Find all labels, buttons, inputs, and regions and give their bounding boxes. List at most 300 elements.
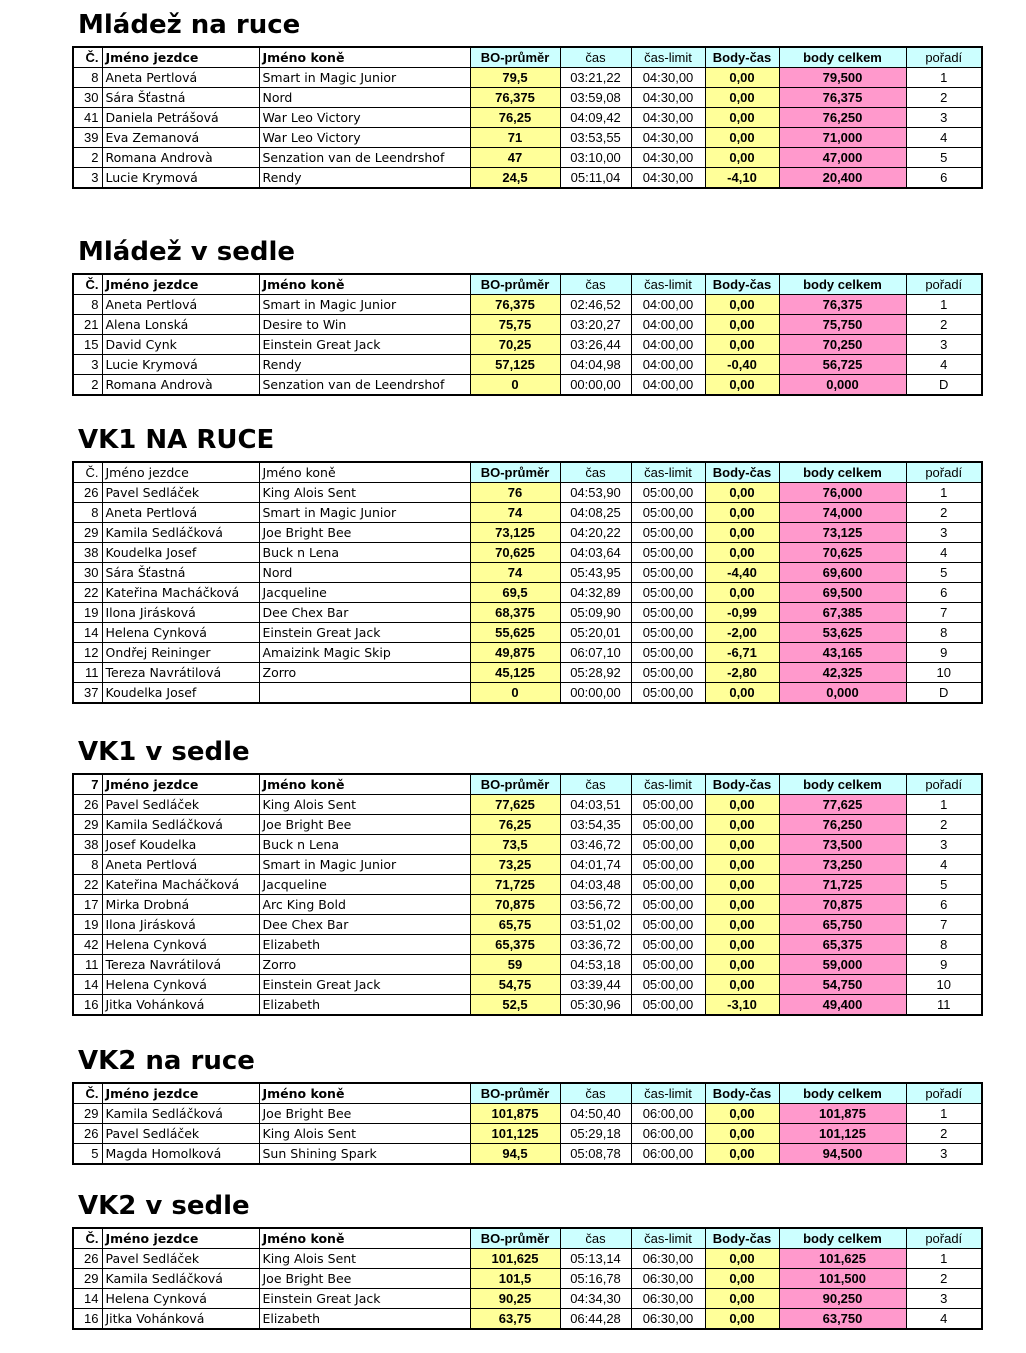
col-horse-cell: Einstein Great Jack bbox=[259, 623, 470, 643]
col-rider-cell: Pavel Sedláček bbox=[102, 795, 259, 815]
col-total-points-cell: 74,000 bbox=[779, 503, 906, 523]
col-time-limit-cell: 05:00,00 bbox=[631, 583, 705, 603]
col-rider-cell: David Cynk bbox=[102, 335, 259, 355]
col-number-cell: 19 bbox=[73, 603, 102, 623]
col-total-points-cell: 90,250 bbox=[779, 1289, 906, 1309]
col-number-header: Č. bbox=[73, 462, 102, 483]
col-time-limit-cell: 05:00,00 bbox=[631, 935, 705, 955]
col-time-points-cell: -4,40 bbox=[705, 563, 779, 583]
col-total-points-cell: 43,165 bbox=[779, 643, 906, 663]
col-horse-cell: Nord bbox=[259, 88, 470, 108]
col-time-limit-cell: 04:30,00 bbox=[631, 168, 705, 189]
col-time-cell: 04:50,40 bbox=[560, 1104, 631, 1124]
col-bo-average-cell: 76,25 bbox=[470, 815, 560, 835]
col-time-cell: 06:07,10 bbox=[560, 643, 631, 663]
col-time-points-cell: 0,00 bbox=[705, 1249, 779, 1269]
col-time-points-header: Body-čas bbox=[705, 274, 779, 295]
col-rider-cell: Lucie Krymová bbox=[102, 355, 259, 375]
col-rider-cell: Aneta Pertlová bbox=[102, 855, 259, 875]
col-rank-cell: 9 bbox=[906, 955, 982, 975]
col-horse-cell: Buck n Lena bbox=[259, 835, 470, 855]
col-number-cell: 2 bbox=[73, 375, 102, 396]
col-number-cell: 14 bbox=[73, 1289, 102, 1309]
col-rank-cell: 1 bbox=[906, 68, 982, 88]
col-total-points-cell: 101,875 bbox=[779, 1104, 906, 1124]
col-bo-average-cell: 70,25 bbox=[470, 335, 560, 355]
col-horse-cell: Einstein Great Jack bbox=[259, 975, 470, 995]
col-time-limit-cell: 04:30,00 bbox=[631, 88, 705, 108]
col-bo-average-header: BO-průměr bbox=[470, 774, 560, 795]
col-number-header: Č. bbox=[73, 274, 102, 295]
col-horse-cell: Senzation van de Leendrshof bbox=[259, 375, 470, 396]
col-rank-cell: 4 bbox=[906, 355, 982, 375]
col-rider-cell: Kamila Sedláčková bbox=[102, 1269, 259, 1289]
col-bo-average-cell: 68,375 bbox=[470, 603, 560, 623]
table-row bbox=[73, 795, 982, 815]
results-table bbox=[72, 46, 983, 189]
col-rank-cell: D bbox=[906, 683, 982, 704]
col-time-cell: 04:32,89 bbox=[560, 583, 631, 603]
col-rider-cell: Ilona Jirásková bbox=[102, 603, 259, 623]
col-rank-cell: 3 bbox=[906, 335, 982, 355]
col-time-cell: 00:00,00 bbox=[560, 375, 631, 396]
col-bo-average-cell: 101,125 bbox=[470, 1124, 560, 1144]
col-total-points-header: body celkem bbox=[779, 47, 906, 68]
col-horse-cell: Jacqueline bbox=[259, 583, 470, 603]
col-rank-cell: 4 bbox=[906, 543, 982, 563]
col-rider-cell: Daniela Petrášová bbox=[102, 108, 259, 128]
col-total-points-cell: 67,385 bbox=[779, 603, 906, 623]
col-total-points-cell: 76,375 bbox=[779, 88, 906, 108]
col-time-points-cell: 0,00 bbox=[705, 315, 779, 335]
col-number-cell: 16 bbox=[73, 995, 102, 1016]
col-time-points-cell: 0,00 bbox=[705, 108, 779, 128]
col-time-limit-cell: 05:00,00 bbox=[631, 563, 705, 583]
col-rider-cell: Sára Šťastná bbox=[102, 563, 259, 583]
table-header-row bbox=[73, 462, 982, 483]
col-horse-cell: Sun Shining Spark bbox=[259, 1144, 470, 1165]
col-time-limit-cell: 05:00,00 bbox=[631, 543, 705, 563]
col-total-points-cell: 76,250 bbox=[779, 108, 906, 128]
col-time-points-cell: -0,99 bbox=[705, 603, 779, 623]
col-rank-cell: 2 bbox=[906, 815, 982, 835]
col-horse-cell: Einstein Great Jack bbox=[259, 335, 470, 355]
col-time-limit-cell: 06:00,00 bbox=[631, 1144, 705, 1165]
col-rider-cell: Kamila Sedláčková bbox=[102, 1104, 259, 1124]
col-rider-cell: Romana Androvà bbox=[102, 148, 259, 168]
col-time-cell: 04:08,25 bbox=[560, 503, 631, 523]
col-horse-header: Jméno koně bbox=[259, 274, 470, 295]
col-horse-cell: Zorro bbox=[259, 955, 470, 975]
col-number-cell: 11 bbox=[73, 955, 102, 975]
col-horse-cell: King Alois Sent bbox=[259, 483, 470, 503]
col-rider-cell: Kateřina Macháčková bbox=[102, 583, 259, 603]
col-rider-cell: Aneta Pertlová bbox=[102, 295, 259, 315]
results-section bbox=[72, 4, 981, 189]
section-title: Mládež v sedle bbox=[78, 237, 296, 267]
col-horse-cell: King Alois Sent bbox=[259, 1124, 470, 1144]
col-bo-average-cell: 71,725 bbox=[470, 875, 560, 895]
col-time-limit-cell: 04:00,00 bbox=[631, 315, 705, 335]
col-time-cell: 05:28,92 bbox=[560, 663, 631, 683]
table-row bbox=[73, 315, 982, 335]
table-header-row bbox=[73, 47, 982, 68]
col-number-header: Č. bbox=[73, 47, 102, 68]
col-rider-header: Jméno jezdce bbox=[102, 462, 259, 483]
table-row bbox=[73, 1104, 982, 1124]
col-bo-average-cell: 24,5 bbox=[470, 168, 560, 189]
col-rider-cell: Jitka Vohánková bbox=[102, 995, 259, 1016]
col-time-limit-cell: 04:30,00 bbox=[631, 148, 705, 168]
col-total-points-cell: 70,625 bbox=[779, 543, 906, 563]
col-horse-cell: Joe Bright Bee bbox=[259, 815, 470, 835]
col-bo-average-cell: 45,125 bbox=[470, 663, 560, 683]
col-rider-cell: Sára Šťastná bbox=[102, 88, 259, 108]
table-row bbox=[73, 148, 982, 168]
table-row bbox=[73, 815, 982, 835]
col-total-points-cell: 71,725 bbox=[779, 875, 906, 895]
table-row bbox=[73, 663, 982, 683]
col-rank-cell: 1 bbox=[906, 483, 982, 503]
col-rider-cell: Koudelka Josef bbox=[102, 683, 259, 704]
col-rank-cell: 1 bbox=[906, 795, 982, 815]
col-time-header: čas bbox=[560, 462, 631, 483]
col-rank-cell: 4 bbox=[906, 855, 982, 875]
col-rank-cell: D bbox=[906, 375, 982, 396]
col-time-limit-cell: 05:00,00 bbox=[631, 503, 705, 523]
col-rider-cell: Ondřej Reininger bbox=[102, 643, 259, 663]
col-rider-cell: Romana Androvà bbox=[102, 375, 259, 396]
col-time-limit-header: čas-limit bbox=[631, 774, 705, 795]
col-horse-cell: Amaizink Magic Skip bbox=[259, 643, 470, 663]
col-horse-cell: Elizabeth bbox=[259, 935, 470, 955]
col-time-cell: 05:43,95 bbox=[560, 563, 631, 583]
col-horse-cell: Smart in Magic Junior bbox=[259, 295, 470, 315]
col-time-points-cell: 0,00 bbox=[705, 503, 779, 523]
col-total-points-cell: 79,500 bbox=[779, 68, 906, 88]
col-bo-average-cell: 59 bbox=[470, 955, 560, 975]
col-rider-cell: Eva Zemanová bbox=[102, 128, 259, 148]
col-number-cell: 38 bbox=[73, 835, 102, 855]
col-time-points-cell: 0,00 bbox=[705, 1104, 779, 1124]
col-horse-cell: King Alois Sent bbox=[259, 795, 470, 815]
col-horse-cell: Senzation van de Leendrshof bbox=[259, 148, 470, 168]
col-time-points-header: Body-čas bbox=[705, 1083, 779, 1104]
col-time-header: čas bbox=[560, 274, 631, 295]
col-time-points-header: Body-čas bbox=[705, 774, 779, 795]
col-time-cell: 04:53,90 bbox=[560, 483, 631, 503]
col-number-cell: 8 bbox=[73, 503, 102, 523]
col-bo-average-cell: 101,625 bbox=[470, 1249, 560, 1269]
col-time-points-cell: 0,00 bbox=[705, 875, 779, 895]
col-total-points-header: body celkem bbox=[779, 274, 906, 295]
col-number-cell: 2 bbox=[73, 148, 102, 168]
col-time-points-header: Body-čas bbox=[705, 47, 779, 68]
col-number-header: 7 bbox=[73, 774, 102, 795]
col-number-cell: 15 bbox=[73, 335, 102, 355]
col-number-cell: 22 bbox=[73, 875, 102, 895]
col-number-cell: 22 bbox=[73, 583, 102, 603]
col-bo-average-cell: 73,125 bbox=[470, 523, 560, 543]
table-row bbox=[73, 1269, 982, 1289]
table-row bbox=[73, 895, 982, 915]
col-total-points-cell: 101,125 bbox=[779, 1124, 906, 1144]
col-rider-cell: Magda Homolková bbox=[102, 1144, 259, 1165]
col-time-cell: 04:03,51 bbox=[560, 795, 631, 815]
col-horse-cell: Elizabeth bbox=[259, 1309, 470, 1330]
col-rank-cell: 8 bbox=[906, 623, 982, 643]
col-horse-cell: King Alois Sent bbox=[259, 1249, 470, 1269]
table-row bbox=[73, 88, 982, 108]
col-rider-cell: Helena Cynková bbox=[102, 623, 259, 643]
col-number-cell: 37 bbox=[73, 683, 102, 704]
table-header-row bbox=[73, 1228, 982, 1249]
col-time-cell: 05:11,04 bbox=[560, 168, 631, 189]
col-rider-cell: Lucie Krymová bbox=[102, 168, 259, 189]
col-bo-average-cell: 76 bbox=[470, 483, 560, 503]
col-bo-average-cell: 57,125 bbox=[470, 355, 560, 375]
col-bo-average-cell: 47 bbox=[470, 148, 560, 168]
col-total-points-cell: 76,250 bbox=[779, 815, 906, 835]
col-time-cell: 02:46,52 bbox=[560, 295, 631, 315]
results-table bbox=[72, 273, 983, 396]
table-row bbox=[73, 1249, 982, 1269]
col-time-cell: 03:46,72 bbox=[560, 835, 631, 855]
col-number-cell: 5 bbox=[73, 1144, 102, 1165]
col-total-points-cell: 101,625 bbox=[779, 1249, 906, 1269]
col-bo-average-cell: 70,625 bbox=[470, 543, 560, 563]
col-time-limit-cell: 05:00,00 bbox=[631, 855, 705, 875]
col-bo-average-cell: 63,75 bbox=[470, 1309, 560, 1330]
col-time-points-cell: 0,00 bbox=[705, 375, 779, 396]
col-rank-cell: 3 bbox=[906, 835, 982, 855]
table-header-row bbox=[73, 274, 982, 295]
col-time-limit-cell: 04:30,00 bbox=[631, 68, 705, 88]
col-horse-cell: Smart in Magic Junior bbox=[259, 855, 470, 875]
col-number-cell: 8 bbox=[73, 855, 102, 875]
col-number-cell: 17 bbox=[73, 895, 102, 915]
col-time-cell: 05:29,18 bbox=[560, 1124, 631, 1144]
col-time-points-cell: 0,00 bbox=[705, 1144, 779, 1165]
col-rank-cell: 10 bbox=[906, 975, 982, 995]
col-total-points-header: body celkem bbox=[779, 774, 906, 795]
table-row bbox=[73, 543, 982, 563]
col-bo-average-cell: 74 bbox=[470, 563, 560, 583]
col-number-cell: 26 bbox=[73, 483, 102, 503]
col-total-points-cell: 47,000 bbox=[779, 148, 906, 168]
col-time-cell: 00:00,00 bbox=[560, 683, 631, 704]
table-row bbox=[73, 643, 982, 663]
col-time-points-cell: -2,80 bbox=[705, 663, 779, 683]
col-rank-header: pořadí bbox=[906, 1083, 982, 1104]
col-total-points-cell: 73,125 bbox=[779, 523, 906, 543]
table-row bbox=[73, 935, 982, 955]
col-time-limit-cell: 05:00,00 bbox=[631, 995, 705, 1016]
col-bo-average-cell: 71 bbox=[470, 128, 560, 148]
col-horse-cell: War Leo Victory bbox=[259, 128, 470, 148]
col-rider-cell: Alena Lonská bbox=[102, 315, 259, 335]
col-time-limit-header: čas-limit bbox=[631, 1083, 705, 1104]
table-row bbox=[73, 523, 982, 543]
col-time-cell: 05:20,01 bbox=[560, 623, 631, 643]
col-number-cell: 39 bbox=[73, 128, 102, 148]
results-section bbox=[72, 231, 981, 396]
col-rank-cell: 3 bbox=[906, 523, 982, 543]
col-time-limit-header: čas-limit bbox=[631, 47, 705, 68]
col-number-header: Č. bbox=[73, 1228, 102, 1249]
table-row bbox=[73, 68, 982, 88]
col-number-cell: 29 bbox=[73, 523, 102, 543]
col-rank-header: pořadí bbox=[906, 274, 982, 295]
col-bo-average-cell: 0 bbox=[470, 375, 560, 396]
col-time-cell: 04:53,18 bbox=[560, 955, 631, 975]
col-rank-cell: 7 bbox=[906, 915, 982, 935]
col-total-points-cell: 59,000 bbox=[779, 955, 906, 975]
col-rank-header: pořadí bbox=[906, 462, 982, 483]
col-rank-cell: 3 bbox=[906, 108, 982, 128]
col-number-cell: 38 bbox=[73, 543, 102, 563]
col-rider-cell: Helena Cynková bbox=[102, 975, 259, 995]
table-row bbox=[73, 503, 982, 523]
col-time-cell: 03:26,44 bbox=[560, 335, 631, 355]
col-total-points-cell: 77,625 bbox=[779, 795, 906, 815]
col-time-limit-cell: 05:00,00 bbox=[631, 815, 705, 835]
col-time-points-cell: 0,00 bbox=[705, 975, 779, 995]
col-number-cell: 26 bbox=[73, 1124, 102, 1144]
col-rider-cell: Aneta Pertlová bbox=[102, 503, 259, 523]
col-horse-cell: Rendy bbox=[259, 168, 470, 189]
col-time-limit-cell: 05:00,00 bbox=[631, 915, 705, 935]
col-rank-cell: 2 bbox=[906, 503, 982, 523]
col-time-cell: 03:39,44 bbox=[560, 975, 631, 995]
col-time-points-cell: 0,00 bbox=[705, 295, 779, 315]
col-time-cell: 04:01,74 bbox=[560, 855, 631, 875]
section-title: VK1 NA RUCE bbox=[78, 425, 275, 455]
col-time-header: čas bbox=[560, 47, 631, 68]
col-rider-header: Jméno jezdce bbox=[102, 47, 259, 68]
col-rank-cell: 6 bbox=[906, 895, 982, 915]
col-rank-cell: 5 bbox=[906, 563, 982, 583]
col-time-points-cell: 0,00 bbox=[705, 835, 779, 855]
col-number-cell: 16 bbox=[73, 1309, 102, 1330]
col-horse-header: Jméno koně bbox=[259, 774, 470, 795]
col-rank-cell: 5 bbox=[906, 148, 982, 168]
table-row bbox=[73, 995, 982, 1016]
col-rank-cell: 3 bbox=[906, 1144, 982, 1165]
col-number-cell: 3 bbox=[73, 355, 102, 375]
col-total-points-cell: 73,500 bbox=[779, 835, 906, 855]
col-rider-cell: Ilona Jirásková bbox=[102, 915, 259, 935]
col-time-points-cell: 0,00 bbox=[705, 148, 779, 168]
col-bo-average-cell: 77,625 bbox=[470, 795, 560, 815]
col-rider-header: Jméno jezdce bbox=[102, 774, 259, 795]
col-time-points-cell: 0,00 bbox=[705, 583, 779, 603]
col-bo-average-header: BO-průměr bbox=[470, 1228, 560, 1249]
col-rank-cell: 11 bbox=[906, 995, 982, 1016]
col-total-points-cell: 71,000 bbox=[779, 128, 906, 148]
col-time-cell: 05:08,78 bbox=[560, 1144, 631, 1165]
col-bo-average-header: BO-průměr bbox=[470, 1083, 560, 1104]
col-rider-cell: Aneta Pertlová bbox=[102, 68, 259, 88]
col-time-limit-cell: 04:00,00 bbox=[631, 355, 705, 375]
col-rank-cell: 6 bbox=[906, 168, 982, 189]
col-horse-cell: Desire to Win bbox=[259, 315, 470, 335]
col-time-points-cell: 0,00 bbox=[705, 683, 779, 704]
col-time-points-cell: -6,71 bbox=[705, 643, 779, 663]
col-time-limit-cell: 05:00,00 bbox=[631, 643, 705, 663]
col-time-cell: 03:20,27 bbox=[560, 315, 631, 335]
col-bo-average-cell: 75,75 bbox=[470, 315, 560, 335]
col-number-cell: 29 bbox=[73, 1269, 102, 1289]
col-rider-cell: Tereza Navrátilová bbox=[102, 663, 259, 683]
table-row bbox=[73, 355, 982, 375]
table-header-row bbox=[73, 1083, 982, 1104]
table-row bbox=[73, 683, 982, 704]
col-number-cell: 42 bbox=[73, 935, 102, 955]
col-rank-cell: 1 bbox=[906, 1249, 982, 1269]
col-time-cell: 06:44,28 bbox=[560, 1309, 631, 1330]
table-row bbox=[73, 835, 982, 855]
results-section bbox=[72, 1040, 981, 1165]
col-horse-cell: Arc King Bold bbox=[259, 895, 470, 915]
col-time-cell: 04:34,30 bbox=[560, 1289, 631, 1309]
col-time-limit-cell: 05:00,00 bbox=[631, 603, 705, 623]
col-time-limit-cell: 05:00,00 bbox=[631, 835, 705, 855]
col-bo-average-header: BO-průměr bbox=[470, 47, 560, 68]
col-rank-cell: 4 bbox=[906, 1309, 982, 1330]
col-bo-average-cell: 69,5 bbox=[470, 583, 560, 603]
col-time-cell: 04:03,64 bbox=[560, 543, 631, 563]
table-row bbox=[73, 1289, 982, 1309]
col-time-header: čas bbox=[560, 1083, 631, 1104]
col-time-limit-cell: 05:00,00 bbox=[631, 895, 705, 915]
col-time-limit-cell: 06:00,00 bbox=[631, 1104, 705, 1124]
col-horse-header: Jméno koně bbox=[259, 1083, 470, 1104]
col-time-points-cell: 0,00 bbox=[705, 1309, 779, 1330]
col-rank-cell: 7 bbox=[906, 603, 982, 623]
col-rank-cell: 3 bbox=[906, 1289, 982, 1309]
col-time-limit-header: čas-limit bbox=[631, 1228, 705, 1249]
col-rider-cell: Koudelka Josef bbox=[102, 543, 259, 563]
col-bo-average-cell: 0 bbox=[470, 683, 560, 704]
col-total-points-header: body celkem bbox=[779, 1083, 906, 1104]
table-row bbox=[73, 975, 982, 995]
col-number-cell: 8 bbox=[73, 68, 102, 88]
col-rider-cell: Tereza Navrátilová bbox=[102, 955, 259, 975]
col-rank-cell: 9 bbox=[906, 643, 982, 663]
col-time-points-header: Body-čas bbox=[705, 462, 779, 483]
col-time-points-cell: 0,00 bbox=[705, 855, 779, 875]
col-horse-cell: Rendy bbox=[259, 355, 470, 375]
table-row bbox=[73, 375, 982, 396]
col-rider-cell: Kamila Sedláčková bbox=[102, 523, 259, 543]
col-time-header: čas bbox=[560, 774, 631, 795]
col-time-points-cell: 0,00 bbox=[705, 955, 779, 975]
col-time-cell: 03:53,55 bbox=[560, 128, 631, 148]
col-time-points-cell: 0,00 bbox=[705, 915, 779, 935]
col-time-cell: 05:13,14 bbox=[560, 1249, 631, 1269]
results-section bbox=[72, 731, 981, 1016]
col-bo-average-cell: 101,5 bbox=[470, 1269, 560, 1289]
table-row bbox=[73, 603, 982, 623]
table-row bbox=[73, 855, 982, 875]
col-time-cell: 03:21,22 bbox=[560, 68, 631, 88]
col-bo-average-cell: 76,375 bbox=[470, 88, 560, 108]
col-horse-cell: Smart in Magic Junior bbox=[259, 68, 470, 88]
col-number-cell: 11 bbox=[73, 663, 102, 683]
col-time-limit-cell: 05:00,00 bbox=[631, 683, 705, 704]
table-row bbox=[73, 128, 982, 148]
